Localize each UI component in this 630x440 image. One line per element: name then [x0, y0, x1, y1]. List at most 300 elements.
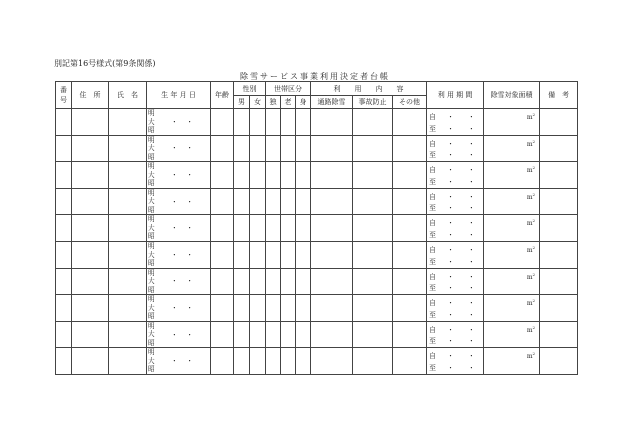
cell-gender-female[interactable]	[250, 295, 266, 322]
cell-area[interactable]	[484, 348, 540, 375]
cell-gender-female[interactable]	[250, 241, 266, 268]
period-from	[429, 138, 481, 148]
cell-usage-passage[interactable]	[311, 162, 353, 189]
cell-dob[interactable]	[147, 135, 211, 162]
period-from-dots: ・ ・	[447, 166, 481, 175]
dob-separators: ・ ・	[170, 144, 197, 153]
cell-address[interactable]	[72, 215, 109, 242]
cell-household-disabled[interactable]	[296, 109, 311, 136]
cell-household-disabled[interactable]	[296, 321, 311, 348]
period-to	[429, 202, 481, 212]
cell-household-elderly[interactable]	[281, 215, 296, 242]
cell-household-elderly[interactable]	[281, 348, 296, 375]
cell-area[interactable]	[484, 188, 540, 215]
cell-gender-male[interactable]	[234, 268, 250, 295]
period-to-label: 至	[429, 204, 436, 213]
era-showa: 昭	[148, 179, 155, 188]
cell-gender-male[interactable]	[234, 109, 250, 136]
cell-number[interactable]	[56, 295, 72, 322]
period-to	[429, 309, 481, 319]
era-taisho: 大	[148, 117, 155, 126]
dob-separators: ・ ・	[170, 117, 197, 126]
era-taisho: 大	[148, 170, 155, 179]
area-unit	[527, 218, 535, 227]
cell-usage-other[interactable]	[393, 268, 427, 295]
header-remarks: 備 考	[540, 82, 578, 109]
period-to-label: 至	[429, 284, 436, 293]
era-meiji: 明	[148, 295, 155, 304]
era-showa: 昭	[148, 312, 155, 321]
header-household: 世帯区分	[266, 82, 311, 96]
header-gender-female: 女	[250, 96, 266, 109]
cell-name[interactable]	[109, 135, 147, 162]
cell-usage-accident[interactable]	[353, 321, 393, 348]
cell-name[interactable]	[109, 268, 147, 295]
area-unit	[527, 165, 535, 174]
cell-gender-female[interactable]	[250, 188, 266, 215]
cell-usage-passage[interactable]	[311, 241, 353, 268]
table-row	[56, 241, 578, 268]
cell-area[interactable]	[484, 162, 540, 189]
era-taisho: 大	[148, 330, 155, 339]
period-to-dots: ・ ・	[447, 124, 481, 133]
cell-gender-female[interactable]	[250, 215, 266, 242]
cell-usage-passage[interactable]	[311, 348, 353, 375]
cell-dob[interactable]	[147, 109, 211, 136]
cell-area[interactable]	[484, 135, 540, 162]
cell-gender-female[interactable]	[250, 348, 266, 375]
form-reference: 別記第16号様式(第9条関係)	[54, 59, 156, 68]
period-from	[429, 111, 481, 121]
cell-age[interactable]	[211, 348, 234, 375]
cell-name[interactable]	[109, 241, 147, 268]
period-to-label: 至	[429, 257, 436, 266]
cell-period[interactable]	[427, 241, 484, 268]
table-row	[56, 215, 578, 242]
dob-separators: ・ ・	[170, 277, 197, 286]
header-household-disabled: 身	[296, 96, 311, 109]
cell-usage-accident[interactable]	[353, 109, 393, 136]
table-row	[56, 295, 578, 322]
cell-age[interactable]	[211, 295, 234, 322]
cell-dob[interactable]	[147, 295, 211, 322]
era-showa: 昭	[148, 365, 155, 374]
cell-age[interactable]	[211, 109, 234, 136]
cell-usage-accident[interactable]	[353, 295, 393, 322]
header-age: 年齢	[211, 82, 234, 109]
era-meiji: 明	[148, 215, 155, 224]
cell-household-disabled[interactable]	[296, 188, 311, 215]
era-taisho: 大	[148, 197, 155, 206]
cell-household-disabled[interactable]	[296, 295, 311, 322]
cell-gender-male[interactable]	[234, 295, 250, 322]
era-showa: 昭	[148, 126, 155, 135]
era-meiji: 明	[148, 135, 155, 144]
period-from-label: 自	[429, 245, 436, 254]
header-usage-other: その他	[393, 96, 427, 109]
cell-number[interactable]	[56, 109, 72, 136]
cell-remarks[interactable]	[540, 162, 578, 189]
cell-remarks[interactable]	[540, 295, 578, 322]
period-from-dots: ・ ・	[447, 325, 481, 334]
cell-gender-female[interactable]	[250, 268, 266, 295]
era-meiji: 明	[148, 268, 155, 277]
cell-gender-male[interactable]	[234, 321, 250, 348]
dob-separators: ・ ・	[170, 224, 197, 233]
cell-usage-passage[interactable]	[311, 295, 353, 322]
cell-household-disabled[interactable]	[296, 241, 311, 268]
cell-usage-other[interactable]	[393, 241, 427, 268]
period-from-dots: ・ ・	[447, 272, 481, 281]
period-to-dots: ・ ・	[447, 204, 481, 213]
cell-address[interactable]	[72, 348, 109, 375]
area-unit-sup: 2	[532, 165, 536, 171]
cell-household-elderly[interactable]	[281, 268, 296, 295]
cell-area[interactable]	[484, 241, 540, 268]
era-meiji: 明	[148, 242, 155, 251]
cell-dob[interactable]	[147, 215, 211, 242]
area-unit-base: m	[526, 220, 533, 228]
cell-dob[interactable]	[147, 188, 211, 215]
table-row	[56, 321, 578, 348]
cell-gender-male[interactable]	[234, 135, 250, 162]
cell-household-single[interactable]	[266, 188, 281, 215]
cell-gender-female[interactable]	[250, 321, 266, 348]
cell-area[interactable]	[484, 268, 540, 295]
cell-household-single[interactable]	[266, 109, 281, 136]
area-unit-base: m	[526, 273, 533, 281]
cell-household-single[interactable]	[266, 348, 281, 375]
dob-separators: ・ ・	[170, 357, 197, 366]
cell-period[interactable]	[427, 348, 484, 375]
cell-period[interactable]	[427, 268, 484, 295]
header-household-elderly: 老	[281, 96, 296, 109]
cell-gender-female[interactable]	[250, 135, 266, 162]
era-showa: 昭	[148, 338, 155, 347]
cell-household-single[interactable]	[266, 321, 281, 348]
period-from-dots: ・ ・	[447, 139, 481, 148]
cell-name[interactable]	[109, 188, 147, 215]
era-showa: 昭	[148, 259, 155, 268]
cell-gender-male[interactable]	[234, 188, 250, 215]
period-from-label: 自	[429, 299, 436, 308]
cell-gender-male[interactable]	[234, 162, 250, 189]
cell-number[interactable]	[56, 188, 72, 215]
cell-address[interactable]	[72, 241, 109, 268]
period-to	[429, 149, 481, 159]
header-gender: 性別	[234, 82, 266, 96]
cell-remarks[interactable]	[540, 268, 578, 295]
cell-period[interactable]	[427, 321, 484, 348]
area-unit-sup: 2	[532, 298, 536, 304]
cell-usage-passage[interactable]	[311, 188, 353, 215]
header-number: 番号	[56, 82, 72, 109]
period-to-label: 至	[429, 124, 436, 133]
cell-gender-female[interactable]	[250, 109, 266, 136]
period-to-dots: ・ ・	[447, 257, 481, 266]
period-from	[429, 350, 481, 360]
cell-area[interactable]	[484, 109, 540, 136]
cell-name[interactable]	[109, 295, 147, 322]
cell-name[interactable]	[109, 321, 147, 348]
cell-household-disabled[interactable]	[296, 348, 311, 375]
cell-period[interactable]	[427, 109, 484, 136]
header-period: 利 用 期 間	[427, 82, 484, 109]
cell-usage-accident[interactable]	[353, 268, 393, 295]
cell-number[interactable]	[56, 162, 72, 189]
dob-separators: ・ ・	[170, 330, 197, 339]
cell-remarks[interactable]	[540, 109, 578, 136]
header-address: 住 所	[72, 82, 109, 109]
cell-usage-accident[interactable]	[353, 188, 393, 215]
cell-household-disabled[interactable]	[296, 268, 311, 295]
cell-number[interactable]	[56, 241, 72, 268]
cell-area[interactable]	[484, 215, 540, 242]
era-showa: 昭	[148, 205, 155, 214]
cell-household-single[interactable]	[266, 268, 281, 295]
area-unit-base: m	[526, 140, 533, 148]
cell-age[interactable]	[211, 321, 234, 348]
cell-household-elderly[interactable]	[281, 135, 296, 162]
period-to	[429, 229, 481, 239]
cell-period[interactable]	[427, 162, 484, 189]
period-from-label: 自	[429, 139, 436, 148]
period-from-dots: ・ ・	[447, 299, 481, 308]
period-to	[429, 256, 481, 266]
cell-usage-accident[interactable]	[353, 215, 393, 242]
period-to-dots: ・ ・	[447, 337, 481, 346]
period-from-dots: ・ ・	[447, 192, 481, 201]
period-from-label: 自	[429, 113, 436, 121]
cell-remarks[interactable]	[540, 321, 578, 348]
cell-household-elderly[interactable]	[281, 162, 296, 189]
cell-address[interactable]	[72, 135, 109, 162]
period-to-dots: ・ ・	[447, 177, 481, 186]
cell-area[interactable]	[484, 321, 540, 348]
area-unit-sup: 2	[532, 271, 536, 277]
cell-usage-other[interactable]	[393, 135, 427, 162]
cell-number[interactable]	[56, 135, 72, 162]
area-unit-sup: 2	[532, 112, 536, 117]
period-to	[429, 123, 481, 133]
cell-number[interactable]	[56, 321, 72, 348]
cell-usage-accident[interactable]	[353, 135, 393, 162]
period-to	[429, 362, 481, 372]
cell-household-disabled[interactable]	[296, 162, 311, 189]
cell-usage-accident[interactable]	[353, 241, 393, 268]
cell-period[interactable]	[427, 215, 484, 242]
area-unit	[527, 272, 535, 281]
cell-gender-male[interactable]	[234, 215, 250, 242]
cell-dob[interactable]	[147, 268, 211, 295]
cell-usage-other[interactable]	[393, 162, 427, 189]
cell-household-elderly[interactable]	[281, 241, 296, 268]
period-to	[429, 176, 481, 186]
cell-usage-other[interactable]	[393, 295, 427, 322]
cell-address[interactable]	[72, 295, 109, 322]
cell-name[interactable]	[109, 162, 147, 189]
cell-number[interactable]	[56, 215, 72, 242]
era-meiji: 明	[148, 162, 155, 171]
cell-age[interactable]	[211, 268, 234, 295]
era-meiji: 明	[148, 188, 155, 197]
era-showa: 昭	[148, 152, 155, 161]
cell-usage-other[interactable]	[393, 109, 427, 136]
cell-household-single[interactable]	[266, 241, 281, 268]
period-from-label: 自	[429, 166, 436, 175]
period-from	[429, 217, 481, 227]
cell-dob[interactable]	[147, 348, 211, 375]
area-unit-sup: 2	[532, 138, 536, 144]
period-to-label: 至	[429, 230, 436, 239]
period-from	[429, 244, 481, 254]
cell-number[interactable]	[56, 348, 72, 375]
area-unit-base: m	[526, 167, 533, 175]
cell-household-elderly[interactable]	[281, 109, 296, 136]
period-to-label: 至	[429, 177, 436, 186]
period-from-label: 自	[429, 352, 436, 361]
cell-remarks[interactable]	[540, 241, 578, 268]
cell-gender-female[interactable]	[250, 162, 266, 189]
area-unit-base: m	[526, 326, 533, 334]
cell-usage-passage[interactable]	[311, 321, 353, 348]
header-gender-male: 男	[234, 96, 250, 109]
cell-usage-accident[interactable]	[353, 162, 393, 189]
cell-remarks[interactable]	[540, 188, 578, 215]
cell-remarks[interactable]	[540, 348, 578, 375]
cell-name[interactable]	[109, 215, 147, 242]
dob-separators: ・ ・	[170, 170, 197, 179]
header-household-single: 独	[266, 96, 281, 109]
cell-age[interactable]	[211, 162, 234, 189]
period-from-label: 自	[429, 192, 436, 201]
table-row	[56, 109, 578, 136]
cell-area[interactable]	[484, 295, 540, 322]
cell-period[interactable]	[427, 135, 484, 162]
area-unit	[527, 245, 535, 254]
cell-address[interactable]	[72, 109, 109, 136]
era-taisho: 大	[148, 250, 155, 259]
period-from-label: 自	[429, 325, 436, 334]
period-to-label: 至	[429, 151, 436, 160]
cell-household-single[interactable]	[266, 135, 281, 162]
cell-usage-other[interactable]	[393, 348, 427, 375]
period-from-dots: ・ ・	[447, 245, 481, 254]
cell-age[interactable]	[211, 188, 234, 215]
period-to-dots: ・ ・	[447, 151, 481, 160]
period-to	[429, 335, 481, 345]
era-meiji: 明	[148, 321, 155, 330]
period-from-label: 自	[429, 272, 436, 281]
header-usage-accident: 事故防止	[353, 96, 393, 109]
era-showa: 昭	[148, 285, 155, 294]
era-taisho: 大	[148, 144, 155, 153]
period-from	[429, 271, 481, 281]
cell-usage-passage[interactable]	[311, 135, 353, 162]
cell-period[interactable]	[427, 295, 484, 322]
period-from	[429, 324, 481, 334]
area-unit-sup: 2	[532, 324, 536, 330]
period-to-dots: ・ ・	[447, 363, 481, 372]
cell-gender-male[interactable]	[234, 348, 250, 375]
cell-address[interactable]	[72, 321, 109, 348]
era-taisho: 大	[148, 303, 155, 312]
cell-usage-other[interactable]	[393, 215, 427, 242]
cell-dob[interactable]	[147, 241, 211, 268]
cell-usage-other[interactable]	[393, 188, 427, 215]
page-title: 除雪サービス事業利用決定者台帳	[240, 72, 390, 81]
cell-address[interactable]	[72, 162, 109, 189]
period-from	[429, 164, 481, 174]
cell-remarks[interactable]	[540, 135, 578, 162]
cell-age[interactable]	[211, 215, 234, 242]
cell-age[interactable]	[211, 135, 234, 162]
era-meiji: 明	[148, 348, 155, 357]
area-unit-base: m	[526, 246, 533, 254]
cell-household-single[interactable]	[266, 162, 281, 189]
cell-address[interactable]	[72, 188, 109, 215]
dob-separators: ・ ・	[170, 197, 197, 206]
cell-age[interactable]	[211, 241, 234, 268]
cell-household-disabled[interactable]	[296, 215, 311, 242]
cell-gender-male[interactable]	[234, 241, 250, 268]
cell-dob[interactable]	[147, 162, 211, 189]
era-taisho: 大	[148, 223, 155, 232]
area-unit-base: m	[526, 193, 533, 201]
cell-usage-passage[interactable]	[311, 215, 353, 242]
table-row	[56, 135, 578, 162]
era-showa: 昭	[148, 232, 155, 241]
cell-household-elderly[interactable]	[281, 295, 296, 322]
period-to-dots: ・ ・	[447, 230, 481, 239]
header-dob: 生 年 月 日	[147, 82, 211, 109]
cell-household-single[interactable]	[266, 215, 281, 242]
period-to-dots: ・ ・	[447, 284, 481, 293]
area-unit	[527, 298, 535, 307]
period-to-label: 至	[429, 310, 436, 319]
area-unit-sup: 2	[532, 351, 536, 357]
cell-number[interactable]	[56, 268, 72, 295]
cell-name[interactable]	[109, 109, 147, 136]
cell-usage-passage[interactable]	[311, 109, 353, 136]
era-taisho: 大	[148, 277, 155, 286]
period-from-label: 自	[429, 219, 436, 228]
cell-address[interactable]	[72, 268, 109, 295]
cell-name[interactable]	[109, 348, 147, 375]
area-unit	[527, 325, 535, 334]
cell-household-disabled[interactable]	[296, 135, 311, 162]
era-taisho: 大	[148, 356, 155, 365]
cell-remarks[interactable]	[540, 215, 578, 242]
cell-usage-passage[interactable]	[311, 268, 353, 295]
ledger-table	[55, 81, 578, 375]
area-unit	[527, 192, 535, 201]
cell-dob[interactable]	[147, 321, 211, 348]
area-unit	[527, 351, 535, 360]
cell-usage-other[interactable]	[393, 321, 427, 348]
period-from	[429, 191, 481, 201]
cell-household-elderly[interactable]	[281, 188, 296, 215]
area-unit-base: m	[526, 353, 533, 361]
table-row	[56, 188, 578, 215]
cell-household-elderly[interactable]	[281, 321, 296, 348]
area-unit	[527, 139, 535, 148]
ledger-body	[56, 109, 578, 375]
period-from-dots: ・ ・	[447, 352, 481, 361]
cell-period[interactable]	[427, 188, 484, 215]
cell-household-single[interactable]	[266, 295, 281, 322]
cell-usage-accident[interactable]	[353, 348, 393, 375]
